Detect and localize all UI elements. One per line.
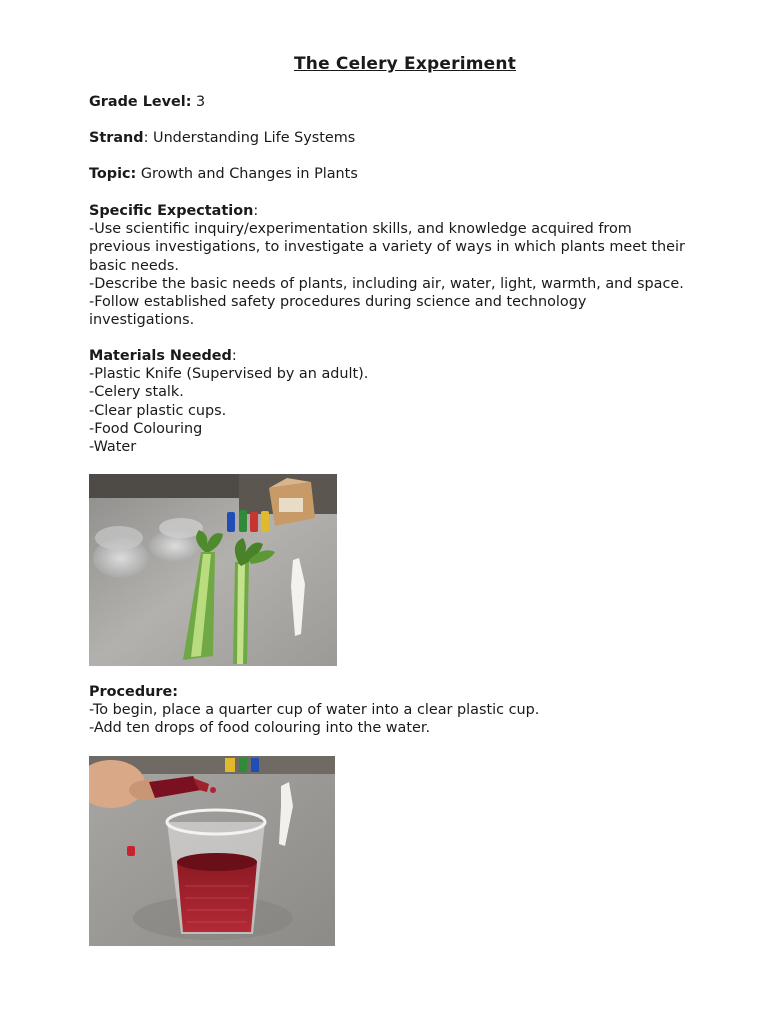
materials-item: -Plastic Knife (Supervised by an adult). bbox=[89, 366, 369, 383]
specific-expectation-label: Specific Expectation bbox=[89, 203, 254, 219]
procedure-label: Procedure: bbox=[89, 684, 178, 700]
expectation-line: previous investigations, to investigate a variety of ways in which plants meet their bbox=[89, 239, 685, 256]
topic-value: Growth and Changes in Plants bbox=[140, 166, 358, 182]
materials-photo bbox=[89, 474, 337, 666]
strand-line bbox=[89, 129, 729, 147]
topic-label: Topic: bbox=[89, 166, 137, 182]
strand-label: Strand bbox=[89, 130, 144, 146]
expectation-line: investigations. bbox=[89, 312, 195, 329]
strand-value: : Understanding Life Systems bbox=[143, 130, 356, 146]
procedure-section bbox=[89, 683, 729, 738]
materials-colon: : bbox=[231, 348, 237, 364]
procedure-step: -To begin, place a quarter cup of water into a clear plastic cup. bbox=[89, 702, 540, 719]
expectation-line: basic needs. bbox=[89, 257, 179, 274]
materials-item: -Celery stalk. bbox=[89, 384, 184, 401]
specific-expectation-colon: : bbox=[253, 203, 259, 219]
specific-expectation-section bbox=[89, 202, 729, 329]
expectation-line: -Use scientific inquiry/experimentation skills, and knowledge acquired from bbox=[89, 221, 632, 238]
materials-section bbox=[89, 347, 729, 456]
procedure-step: -Add ten drops of food colouring into the water. bbox=[89, 720, 431, 737]
expectation-line: -Follow established safety procedures during science and technology bbox=[89, 294, 587, 311]
grade-level-value: 3 bbox=[196, 94, 206, 110]
grade-level-label: Grade Level: bbox=[89, 94, 192, 110]
expectation-line: -Describe the basic needs of plants, including air, water, light, warmth, and space. bbox=[89, 275, 684, 292]
materials-item: -Water bbox=[89, 439, 137, 456]
food-colouring-photo bbox=[89, 756, 335, 946]
grade-level-line bbox=[89, 93, 729, 111]
materials-item: -Clear plastic cups. bbox=[89, 402, 227, 419]
topic-line bbox=[89, 165, 729, 183]
materials-item: -Food Colouring bbox=[89, 420, 203, 437]
materials-label: Materials Needed bbox=[89, 348, 232, 364]
document-title: The Celery Experiment bbox=[293, 54, 517, 74]
